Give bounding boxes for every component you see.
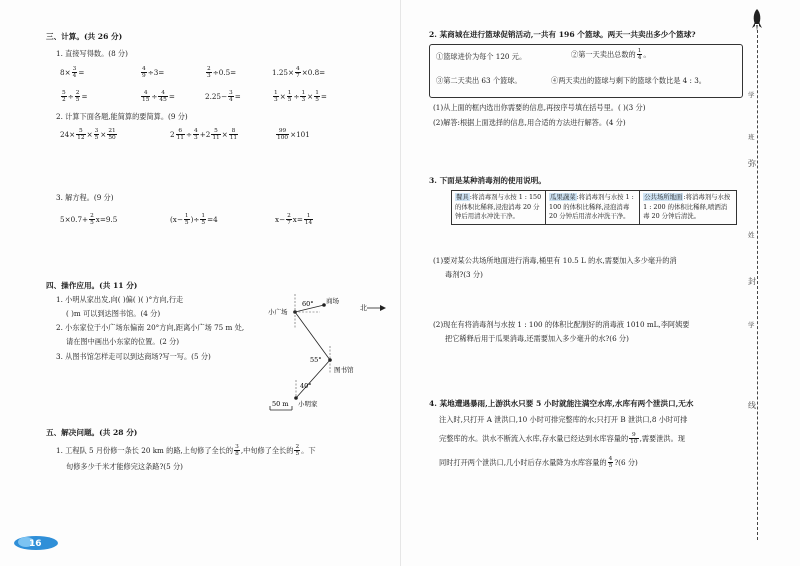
square-label: 小广场 (268, 308, 288, 316)
angle-55: 55° (310, 356, 322, 364)
binding-char-4: 学 (748, 321, 755, 329)
binding-seal-1: 弥 (748, 159, 756, 168)
s3-q2-label: 2. 计算下面各题,能简算的要简算。(9 分) (56, 112, 188, 121)
s4-q2-line2: 请在图中画出小东家的位置。(2 分) (66, 337, 180, 346)
mall-label: 商场 (326, 297, 339, 305)
s3-q3-label: 3. 解方程。(9 分) (56, 193, 114, 202)
r-q4-line4: 同时打开两个泄洪口,几小时后存水量降为水库容量的 $\frac{4}{5}$ ?(6 分) (439, 456, 638, 469)
r-q3-1-line1: (1)要对某公共场所地面进行消毒,桶里有 10.5 L 的水,需要加入多少毫升的消 (433, 256, 677, 265)
right-page (400, 0, 800, 566)
scale-label: 50 m (272, 400, 289, 408)
rocket-icon (750, 8, 764, 32)
r-q2-title: 2. 某商城在进行篮球促销活动,一共有 196 个篮球。两天一共卖出多少个篮球? (429, 30, 696, 39)
direction-map (262, 288, 392, 418)
calc-r2-1: $\frac{5}{2}$ ÷ $\frac{2}{5}$ = (62, 90, 88, 103)
calc-r1-1: 8× $\frac{3}{4}$ = (60, 66, 85, 79)
equation-1: 5×0.7+ $\frac{2}{5}$ x=9.5 (60, 213, 118, 226)
dis-fruit: 瓜果蔬菜:将消毒剂与水按 1 : 100 的体积比稀释,浸泡消毒 20 分钟后用清水冲洗干净。 (546, 191, 640, 225)
page-number: 16 (29, 539, 42, 549)
r-q3-2-line1: (2)现在有将消毒剂与水按 1 : 100 的体积比配制好的消毒液 1010 mL,李阿姨要 (433, 320, 690, 329)
r-q4-line2: 注入时,只打开 A 泄洪口,10 小时可排完整库的水;只打开 B 泄洪口,8 小时可排 (439, 415, 688, 424)
s4-q1-line2: ( )m 可以到达图书馆。(4 分) (66, 309, 161, 318)
angle-40: 40° (300, 382, 312, 390)
binding-char-3: 姓 (748, 231, 755, 239)
calc-expr-3: $\frac{99}{100}$ ×101 (277, 128, 310, 141)
info-opt-1: ①篮球进价为每个 120 元。 (436, 52, 527, 61)
dis-floor: 公共场所地面:将消毒剂与水按 1 : 200 的体积比稀释,喷洒消毒 20 分钟后清洗。 (640, 191, 737, 225)
info-opt-3: ③第二天卖出 63 个篮球。 (436, 76, 522, 85)
library-label: 图书馆 (334, 366, 354, 374)
r-q4-line3: 完整库的水。洪水不断流入水库,存水量已经达到水库容量的 $\frac{9}{10}$ ,需要泄洪。现 (439, 432, 685, 445)
equation-2: (x− $\frac{1}{5}$ )÷ $\frac{1}{5}$ =4 (170, 213, 218, 226)
binding-char-1: 学 (748, 91, 755, 99)
r-q2-2: (2)解答:根据上面选择的信息,用合适的方法进行解答。(4 分) (433, 118, 626, 127)
calc-r1-2: $\frac{4}{9}$ ÷3= (142, 66, 165, 79)
section-5-title: 五、解决问题。(共 28 分) (46, 428, 138, 437)
disinfectant-table (451, 190, 737, 225)
s3-q1-label: 1. 直接写得数。(8 分) (56, 49, 128, 58)
info-opt-2: ②第一天卖出总数的 $\frac{1}{4}$ 。 (571, 48, 651, 61)
calc-expr-2: 2 $\frac{6}{11}$ ÷ $\frac{4}{3}$ +2 $\frac{5}{11}$ × $\frac{8}{11}$ (170, 128, 238, 141)
home-label: 小明家 (298, 400, 318, 408)
r-q3-2-line2: 把它稀释后用于瓜果消毒,还需要加入多少毫升的水?(6 分) (445, 334, 629, 343)
calc-r2-3: 2.25− $\frac{3}{4}$ = (205, 90, 241, 103)
s4-q3: 3. 从图书馆怎样走可以到达商场?写一写。(5 分) (56, 352, 211, 361)
s5-q1-line2: 旬修多少千米才能修完这条路?(5 分) (66, 462, 183, 471)
binding-line (757, 30, 758, 540)
angle-60: 60° (302, 300, 314, 308)
r-q4-line1: 4. 某地遭遇暴雨,上游洪水只要 5 小时就能注满空水库,水库有两个泄洪口,无水 (429, 399, 694, 408)
calc-r1-3: $\frac{2}{3}$ ÷0.5= (207, 66, 237, 79)
calc-r1-4: 1.25× $\frac{4}{7}$ ×0.8= (272, 66, 326, 79)
binding-seal-3: 线 (748, 401, 756, 410)
s4-q2-line1: 2. 小东家位于小广场东偏南 20°方向,距离小广场 75 m 处, (56, 323, 245, 332)
section-3-title: 三、计算。(共 26 分) (46, 32, 123, 41)
dis-tableware: 餐具:将消毒剂与水按 1 : 150 的体积比稀释,浸泡消毒 20 分钟后用清水冲洗干净。 (452, 191, 546, 225)
page-number-badge (12, 534, 62, 552)
calc-expr-1: 24× $\frac{5}{12}$ × $\frac{3}{5}$ × $\frac{21}{50}$ (60, 128, 116, 141)
calc-r2-2: $\frac{4}{15}$ ÷ $\frac{4}{45}$ = (142, 90, 175, 103)
s4-q1-line1: 1. 小明从家出发,向( )偏( )( )°方向,行走 (56, 295, 184, 304)
binding-seal-2: 封 (748, 277, 756, 286)
info-opt-4: ④两天卖出的篮球与剩下的篮球个数比是 4 : 3。 (551, 76, 706, 85)
r-q3-1-line2: 毒剂?(3 分) (445, 270, 483, 279)
r-q2-1: (1)从上面的框内选出你需要的信息,再按序号填在括号里。( )(3 分) (433, 103, 646, 112)
calc-r2-4: $\frac{1}{3}$ × $\frac{1}{5}$ ÷ $\frac{1}{3}$ × $\frac{1}{5}$ = (274, 90, 327, 103)
binding-char-2: 班 (748, 133, 755, 141)
section-4-title: 四、操作应用。(共 11 分) (46, 281, 138, 290)
north-label: 北 (360, 304, 367, 312)
equation-3: x− $\frac{2}{7}$ x= $\frac{1}{14}$ (275, 213, 313, 226)
s5-q1-line1: 1. 工程队 5 月份修一条长 20 km 的路,上旬修了全长的 $\frac{3}{8}$ ,中旬修了全长的 $\frac{2}{5}$ 。下 (56, 444, 316, 457)
r-q3-title: 3. 下面是某种消毒剂的使用说明。 (429, 176, 546, 185)
